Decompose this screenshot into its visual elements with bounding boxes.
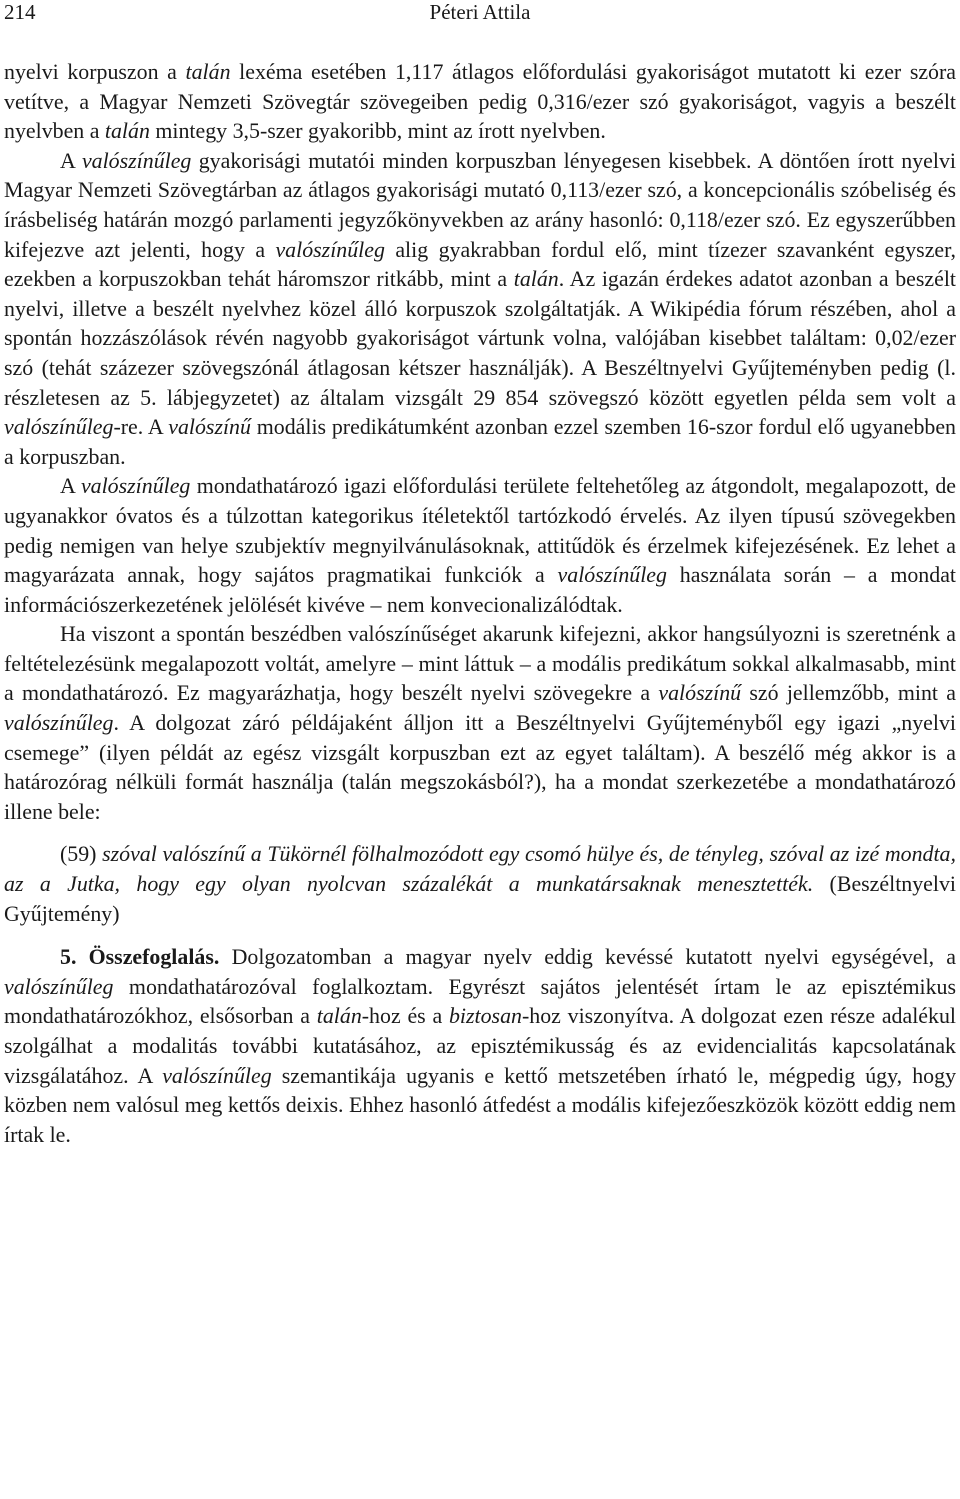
italic-term: valószínűleg xyxy=(4,414,114,440)
italic-term: valószínű xyxy=(168,414,251,440)
italic-term: talán xyxy=(316,1003,362,1029)
paragraph-spoken-language: Ha viszont a spontán beszédben valószínűséget akarunk kifejezni, akkor hangsúlyozni is szeretnénk a feltételezésünk megalapozott voltát, amelyre – mint láttuk – a modális predikátum sokkal alkalmasabb, mint a mondathatározó. Ez magyarázhatja, hogy beszélt nyelvi szövegekre a valószínű szó jellemzőbb, mint a valószínűleg. A dolgozat záró példájaként álljon itt a Beszéltnyelvi Gyűjteményből egy igazi „nyelvi csemege” (ilyen példát az egész vizsgált korpuszban ezt az egyet találtam). A beszélő még akkor is a határozórag nélküli formát használja (talán megszokásból?), ha a mondat szerkezetébe a mondathatározó illene bele: xyxy=(4,621,956,824)
italic-term: valószínű xyxy=(658,680,742,706)
italic-term: talán xyxy=(185,59,231,84)
italic-term: valószínűleg xyxy=(4,710,114,736)
page-number: 214 xyxy=(4,0,36,24)
italic-term: szóval valószínű a Tükörnél fölhalmozódott egy csomó hülye és, de tényleg, szóval az izé mondta, az a Jutka, hogy egy olyan nyolcvan százalékát a munkatársaknak menesztették. xyxy=(4,841,956,897)
italic-term: valószínűleg xyxy=(81,147,192,173)
italic-term: talán xyxy=(513,266,559,292)
paragraph-frequency: A valószínűleg gyakorisági mutatói minden korpuszban lényegesen kisebbek. A döntően írott nyelvi Magyar Nemzeti Szövegtárban az átlagos gyakorisági mutató 0,113/ezer szó, a koncepcionális szóbeliség és írásbeliség határán mozgó parlamenti jegyzőkönyvekben az arány hasonló: 0,118/ezer szó. Ez egyszerűbben kifejezve azt jelenti, hogy a valószínűleg alig gyakrabban fordul elő, mint tízezer szavanként egyszer, ezekben a korpuszokban tehát háromszor ritkább, mint a talán. Az igazán érdekes adatot azonban a beszélt nyelvi, illetve a beszélt nyelvhez közel álló korpuszok szolgáltatják. A Wikipédia fórum részében, ahol a spontán hozzászólások révén nagyobb gyakoriságot vártunk volna, valójában kisebbet találtam: 0,02/ezer szó (tehát százezer szövegszónál átlagosan kétszer használják). A Beszéltnyelvi Gyűjteményben pedig (l. részletesen az 5. lábjegyzetet) az általam vizsgált 29 854 szövegszó között egyetlen példa sem volt a valószínűleg-re. A valószínű modális predikátumként azonban ezzel szemben 16-szor fordul elő ugyanebben a korpuszban. xyxy=(4,147,957,469)
body-text xyxy=(4,57,956,1149)
italic-term: biztosan xyxy=(448,1003,522,1029)
paragraph-usage-domain: A valószínűleg mondathatározó igazi előfordulási területe feltehetőleg az átgondolt, megalapozott, de ugyanakkor óvatos és a túlzottan kategorikus ítéletektől tartózkodó érvelés. Az ilyen típusú szövegekben pedig nemigen van helye szubjektív megnyilvánulásoknak, attitűdök és érzelmek kifejezésének. Ez lehet a magyarázata annak, hogy sajátos pragmatikai funkciók a valószínűleg használata során – a mondat információszerkezetének jelölését kivéve – nem konvecionalizálódtak. xyxy=(4,473,957,617)
running-header xyxy=(4,0,956,30)
running-head-author: Péteri Attila xyxy=(429,0,531,24)
paragraph-conclusion: 5. Összefoglalás. Dolgozatomban a magyar nyelv eddig kevéssé kutatott nyelvi egységével, a valószínűleg mondathatározóval foglalkoztam. Egyrészt sajátos jelentését írtam le az episztémikus mondathatározókhoz, elsősorban a talán-hoz és a biztosan-hoz viszonyítva. A dolgozat ezen része adalékul szolgálhat a modalitás további kutatásához, az episztémikusság és az evidencialitás kapcsolatának vizsgálatához. A valószínűleg szemantikája ugyanis e kettő metszetében írható le, mégpedig úgy, hogy közben nem valósul meg kettős deixis. Ehhez hasonló átfedést a modális kifejezőeszközök között eddig nem írtak le. xyxy=(4,944,957,1147)
paragraph-continuation: nyelvi korpuszon a talán lexéma esetében 1,117 átlagos előfordulási gyakoriságot mutatott ki ezer szóra vetítve, a Magyar Nemzeti Szövegtár szövegeiben pedig 0,316/ezer szó gyakoriságot, vagyis a beszélt nyelvben a talán mintegy 3,5-szer gyakoribb, mint az írott nyelvben. xyxy=(4,59,957,144)
italic-term: talán xyxy=(104,118,150,144)
italic-term: valószínűleg xyxy=(80,473,191,499)
italic-term: valószínűleg xyxy=(162,1062,272,1088)
italic-term: valószínűleg xyxy=(557,562,667,588)
example-59: (59) szóval valószínű a Tükörnél fölhalmozódott egy csomó hülye és, de tényleg, szóval az izé mondta, az a Jutka, hogy egy olyan nyolcvan százalékát a munkatársaknak menesztették. (Beszéltnyelvi Gyűjtemény) xyxy=(4,841,956,926)
italic-term: valószínűleg xyxy=(4,973,114,999)
italic-term: valószínűleg xyxy=(275,236,385,262)
bold-heading: 5. Összefoglalás. xyxy=(60,944,220,970)
